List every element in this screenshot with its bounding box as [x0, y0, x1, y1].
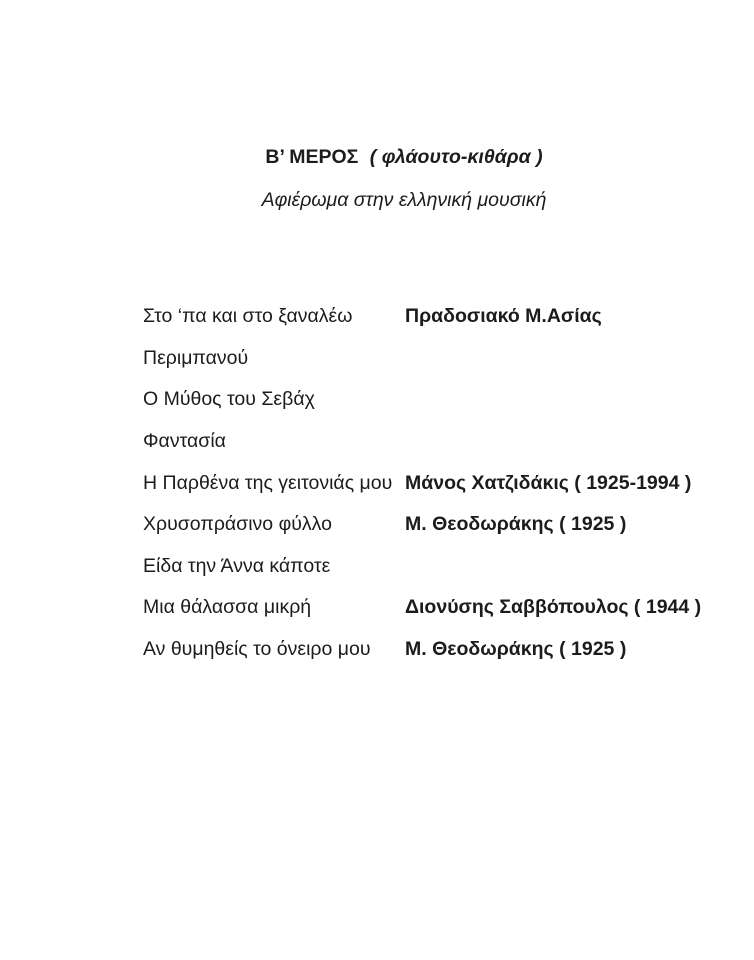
- song-title: Η Παρθένα της γειτονιάς μου: [143, 471, 393, 494]
- section-subtitle: Αφιέρωμα στην ελληνική μουσική: [261, 189, 547, 212]
- song-title: Φαντασία: [143, 430, 226, 453]
- song-title: Περιμπανού: [143, 346, 249, 369]
- song-title: Αν θυμηθείς το όνειρο μου: [143, 638, 371, 661]
- section-title: [27, 146, 754, 169]
- song-title: Ο Μύθος του Σεβάχ: [143, 388, 315, 411]
- song-title: Στο ‘πα και στο ξαναλέω: [143, 305, 353, 328]
- composer-name: Πραδοσιακό Μ.Ασίας: [405, 305, 602, 328]
- section-title-instruments: ( φλάουτο-κιθάρα ): [369, 146, 543, 168]
- program-row: [143, 462, 703, 504]
- program-row: [143, 296, 703, 338]
- program-row: [143, 546, 703, 588]
- song-title: Μια θάλασσα μικρή: [143, 596, 312, 619]
- program-row: [143, 504, 703, 546]
- section-title-main: Β’ ΜΕΡΟΣ: [265, 146, 359, 168]
- program-row: [143, 338, 703, 380]
- composer-name: Μ. Θεοδωράκης ( 1925 ): [405, 638, 627, 661]
- program-list: [143, 296, 703, 670]
- program-row: [143, 421, 703, 463]
- song-title: Χρυσοπράσινο φύλλο: [143, 513, 332, 536]
- composer-name: Διονύσης Σαββόπουλος ( 1944 ): [405, 596, 702, 619]
- song-title: Είδα την Άννα κάποτε: [143, 554, 331, 577]
- program-header: [27, 146, 754, 213]
- composer-name: Μ. Θεοδωράκης ( 1925 ): [405, 513, 627, 536]
- program-row: [143, 379, 703, 421]
- program-row: [143, 587, 703, 629]
- composer-name: Μάνος Χατζιδάκις ( 1925-1994 ): [405, 471, 692, 494]
- program-row: [143, 629, 703, 671]
